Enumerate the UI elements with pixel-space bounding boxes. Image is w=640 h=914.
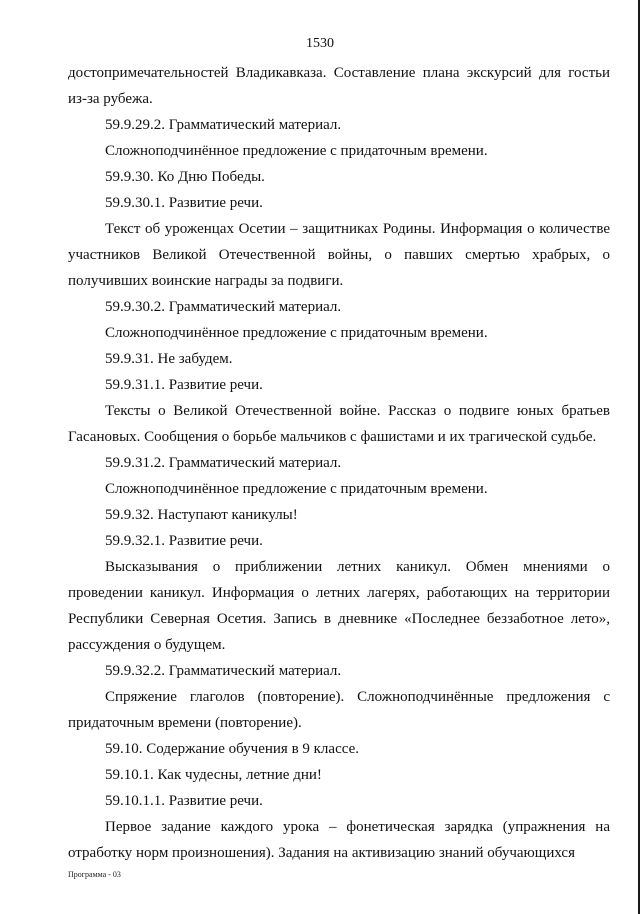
paragraph: 59.9.32.1. Развитие речи.: [105, 533, 263, 549]
paragraph: Тексты о Великой Отечественной войне. Рассказ о подвиге юных братьев Гасановых. Сообщения о борьбе мальчиков с фашистами и их трагической судьбе.: [68, 403, 610, 445]
paragraph: 59.9.30. Ко Дню Победы.: [105, 169, 265, 185]
paragraph: 59.9.32.2. Грамматический материал.: [105, 663, 342, 679]
paragraph: Спряжение глаголов (повторение). Сложноподчинённые предложения с придаточным времени (повторение).: [68, 689, 610, 731]
paragraph: Сложноподчинённое предложение с придаточным времени.: [105, 143, 488, 159]
document-body: [68, 60, 610, 866]
paragraph: 59.9.31.2. Грамматический материал.: [105, 455, 342, 471]
paragraph: Высказывания о приближении летних каникул. Обмен мнениями о проведении каникул. Информация о летних лагерях, работающих на территории Республики Северная Осетия. Запись в дневнике «Последнее беззаботное лето», рассуждения о будущем.: [68, 559, 610, 653]
page-number: 1530: [306, 36, 334, 51]
paragraph: 59.10.1.1. Развитие речи.: [105, 793, 263, 809]
paragraph: Сложноподчинённое предложение с придаточным времени.: [105, 325, 488, 341]
paragraph: 59.10.1. Как чудесны, летние дни!: [105, 767, 322, 783]
paragraph: 59.9.29.2. Грамматический материал.: [105, 117, 342, 133]
paragraph: достопримечательностей Владикавказа. Составление плана экскурсий для гостьи из-за рубежа.: [68, 65, 610, 107]
paragraph: Сложноподчинённое предложение с придаточным времени.: [105, 481, 488, 497]
paragraph: 59.9.30.1. Развитие речи.: [105, 195, 263, 211]
paragraph: 59.10. Содержание обучения в 9 классе.: [105, 741, 359, 757]
paragraph: 59.9.31. Не забудем.: [105, 351, 233, 367]
paragraph: 59.9.32. Наступают каникулы!: [105, 507, 298, 523]
paragraph: Первое задание каждого урока – фонетическая зарядка (упражнения на отработку норм произношения). Задания на активизацию знаний обучающихся: [68, 819, 610, 861]
footer-note: Программа - 03: [68, 870, 121, 879]
paragraph: Текст об уроженцах Осетии – защитниках Родины. Информация о количестве участников Великой Отечественной войны, о павших смертью храбрых, о получивших воинские награды за подвиги.: [68, 221, 610, 289]
paragraph: 59.9.31.1. Развитие речи.: [105, 377, 263, 393]
paragraph: 59.9.30.2. Грамматический материал.: [105, 299, 342, 315]
